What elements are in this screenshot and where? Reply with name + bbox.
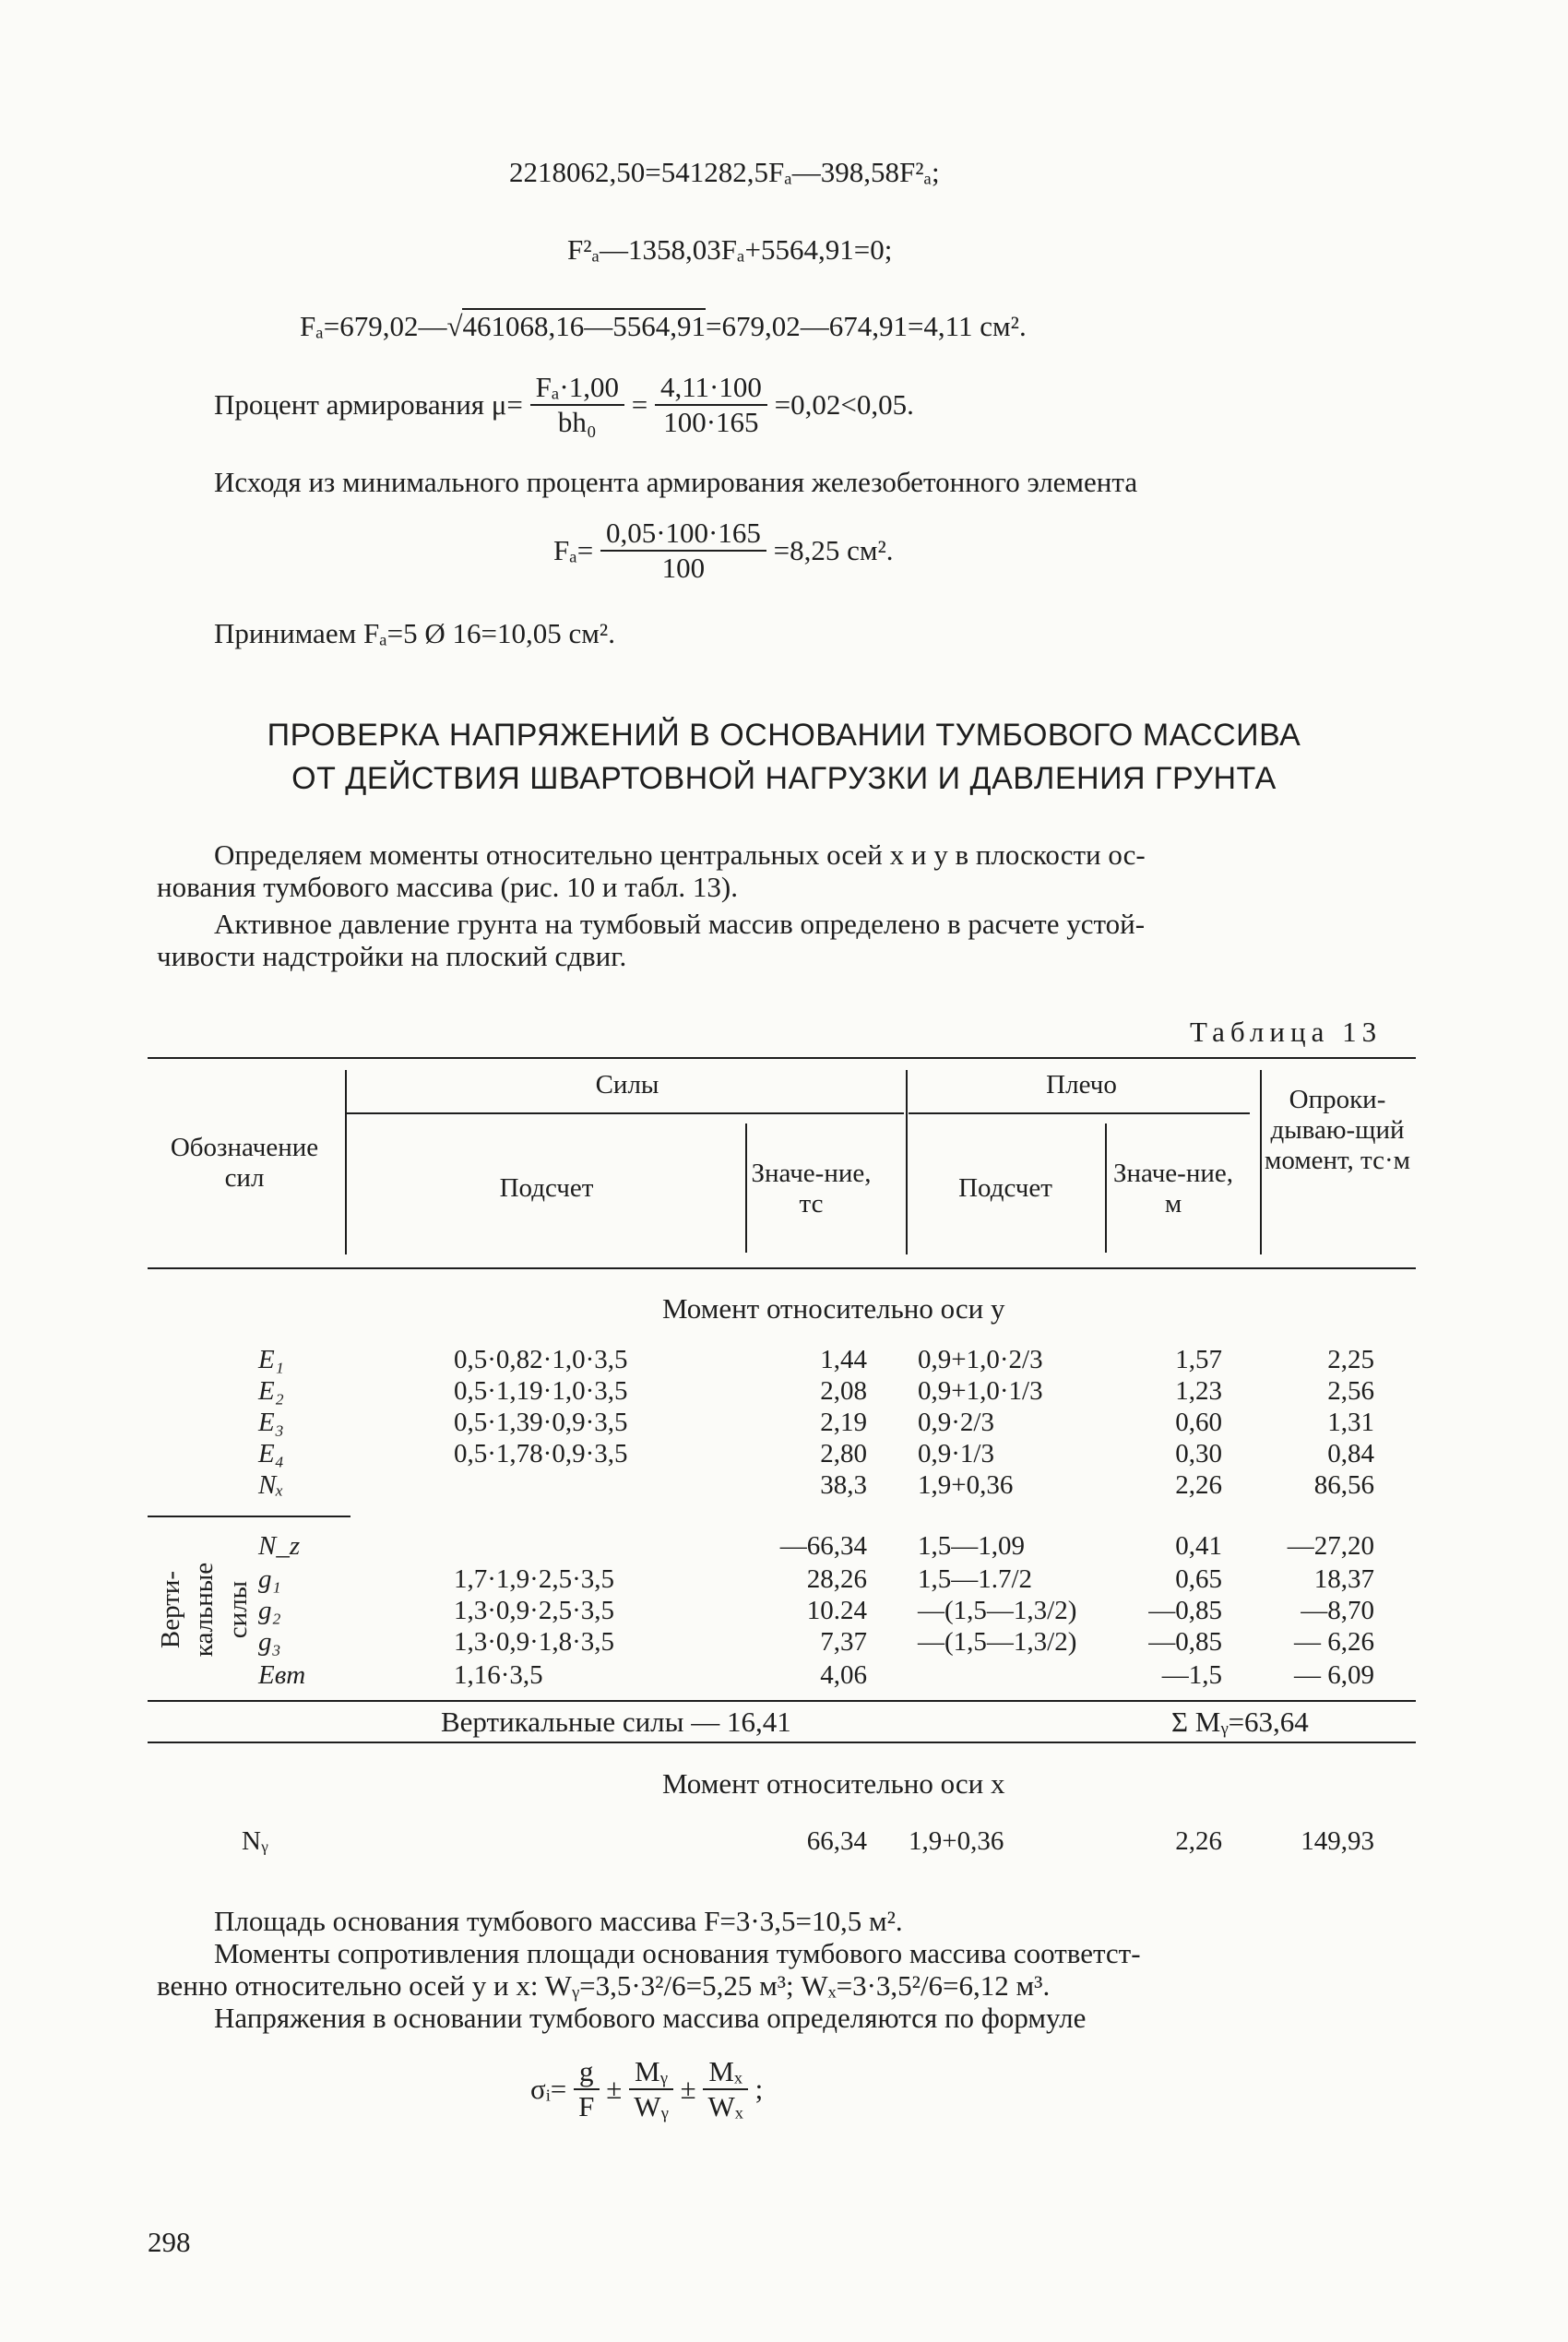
para1-line1: Определяем моменты относительно центральных осей x и y в плоскости ос- [214, 838, 1146, 871]
eq3-left: Fₐ=679,02— [300, 310, 447, 342]
totals-bottom-rule [148, 1742, 1416, 1743]
para1-line2: нования тумбового массива (рис. 10 и табл. 13). [157, 871, 739, 903]
sigma: σᵢ= [530, 2073, 567, 2105]
row-value: 4,06 [820, 1660, 867, 1690]
row-arm-calc: 1,9+0,36 [918, 1470, 1014, 1500]
section-moment-y: Момент относительно оси y [662, 1292, 1005, 1325]
col-divider-2 [745, 1123, 747, 1253]
equation-3 [300, 309, 1027, 344]
header-arm: Плечо [1046, 1070, 1117, 1100]
header-moment: Опроки-дываю-щий момент, тс·м [1265, 1085, 1410, 1175]
row-arm: 0,65 [1175, 1564, 1222, 1594]
reinforcement-percent [214, 371, 914, 439]
row-name: E₄ [258, 1439, 284, 1468]
row-name: E₃ [258, 1408, 284, 1437]
row-value: 1,44 [820, 1345, 867, 1374]
total-vertical: Вертикальные силы — 16,41 [441, 1706, 791, 1738]
min-percent-text: Исходя из минимального процента армирования железобетонного элемента [214, 466, 1138, 498]
g-over-f [574, 2055, 600, 2123]
eq3-root: 461068,16—5564,91 [462, 310, 706, 342]
side-label-1: Верти- [156, 1570, 185, 1649]
totals-top-rule [148, 1700, 1416, 1702]
row-arm-calc: 0,9·1/3 [918, 1439, 994, 1468]
wy: Wᵧ [634, 2090, 669, 2122]
fa-equation [553, 517, 894, 585]
equation-1: 2218062,50=541282,5Fₐ—398,58F²ₐ; [509, 156, 940, 188]
row-arm: 1,23 [1175, 1376, 1222, 1406]
row-moment: —27,20 [1287, 1531, 1374, 1561]
row-value: 10.24 [806, 1596, 867, 1625]
after-line2: Моменты сопротивления площади основания тумбового массива соответст- [214, 1937, 1141, 1969]
accept-text: Принимаем Fₐ=5 Ø 16=10,05 см². [214, 617, 615, 649]
row-arm: —1,5 [1161, 1660, 1222, 1690]
header-bottom-rule [148, 1267, 1416, 1269]
side-label-3: силы [223, 1580, 253, 1639]
fa-result: =8,25 см². [773, 534, 894, 566]
mu-num-2: 4,11·100 [655, 371, 767, 406]
mu-label: Процент армирования μ= [214, 388, 523, 421]
row-moment: 1,31 [1327, 1408, 1374, 1437]
row-arm: —0,85 [1148, 1627, 1222, 1657]
row-value: 28,26 [806, 1564, 867, 1594]
row-moment: 18,37 [1313, 1564, 1374, 1594]
my-over-wy [629, 2055, 673, 2123]
section-heading-line-1: ПРОВЕРКА НАПРЯЖЕНИЙ В ОСНОВАНИИ ТУМБОВОГО МАССИВА [267, 718, 1301, 753]
header-designation: Обозначение сил [170, 1133, 319, 1193]
row-moment: — 6,26 [1294, 1627, 1374, 1657]
row-calc: 1,3·0,9·1,8·3,5 [454, 1627, 614, 1657]
row-moment: 2,25 [1327, 1345, 1374, 1374]
row-arm-calc: —(1,5—1,3/2) [918, 1596, 1077, 1625]
row-name: N_z [258, 1531, 301, 1561]
header-value-forces: Значе-ние, тс [751, 1159, 872, 1219]
sqrt-sign: √ [446, 310, 463, 342]
after-line4: Напряжения в основании тумбового массива определяются по формуле [214, 2002, 1087, 2034]
row-arm-calc: 1,5—1.7/2 [918, 1564, 1033, 1594]
row-arm: 1,57 [1175, 1345, 1222, 1374]
para2-line1: Активное давление грунта на тумбовый массив определено в расчете устой- [214, 908, 1146, 940]
row-value: 2,80 [820, 1439, 867, 1468]
row-arm: 0,41 [1175, 1531, 1222, 1561]
after-line3: венно относительно осей y и x: Wᵧ=3,5·3²/6=5,25 м³; Wₓ=3·3,5²/6=6,12 м³. [157, 1969, 1051, 2002]
row-name: g₃ [258, 1627, 281, 1657]
fa-fraction [600, 517, 766, 585]
pm-2: ± [680, 2073, 696, 2105]
row-value: 2,08 [820, 1376, 867, 1406]
eq3-right: =679,02—674,91=4,11 см². [705, 310, 1027, 342]
fa-den: 100 [661, 552, 706, 584]
row-arm: 2,26 [1175, 1470, 1222, 1500]
row-name: g₁ [258, 1564, 281, 1594]
row-calc: 1,7·1,9·2,5·3,5 [454, 1564, 614, 1594]
row-x-arm: 2,26 [1175, 1826, 1222, 1856]
mx: Mₓ [703, 2055, 748, 2090]
para2-line2: чивости надстройки на плоский сдвиг. [157, 940, 627, 972]
page-number: 298 [148, 2226, 191, 2258]
row-calc: 0,5·1,19·1,0·3,5 [454, 1376, 628, 1406]
row-name: E₂ [258, 1376, 284, 1406]
row-x-name: Nᵧ [242, 1826, 268, 1856]
pm-1: ± [606, 2073, 623, 2105]
my: Mᵧ [629, 2055, 673, 2090]
row-arm: 0,30 [1175, 1439, 1222, 1468]
row-arm-calc: —(1,5—1,3/2) [918, 1627, 1077, 1657]
wx: Wₓ [707, 2090, 743, 2122]
row-calc: 1,16·3,5 [454, 1660, 543, 1690]
col-divider-1 [345, 1070, 347, 1254]
fa-num: 0,05·100·165 [600, 517, 766, 552]
after-line1: Площадь основания тумбового массива F=3·3,5=10,5 м². [214, 1905, 903, 1937]
fa-label: Fₐ= [553, 534, 594, 566]
row-moment: 86,56 [1313, 1470, 1374, 1500]
row-value: 38,3 [820, 1470, 867, 1500]
row-arm-calc: 0,9+1,0·2/3 [918, 1345, 1043, 1374]
row-arm-calc: 0,9·2/3 [918, 1408, 994, 1437]
row-x-value: 66,34 [806, 1826, 867, 1856]
row-arm: 0,60 [1175, 1408, 1222, 1437]
row-arm: —0,85 [1148, 1596, 1222, 1625]
row-value: 2,19 [820, 1408, 867, 1437]
header-forces: Силы [595, 1070, 659, 1100]
total-moment: Σ Mᵧ=63,64 [1171, 1706, 1309, 1738]
mu-num-1: Fₐ·1,00 [530, 371, 624, 406]
mu-den-2: 100·165 [663, 406, 759, 438]
row-moment: 2,56 [1327, 1376, 1374, 1406]
row-value: 7,37 [820, 1627, 867, 1657]
section-heading-line-2: ОТ ДЕЙСТВИЯ ШВАРТОВНОЙ НАГРУЗКИ И ДАВЛЕНИЯ ГРУНТА [291, 761, 1277, 796]
row-calc: 0,5·1,39·0,9·3,5 [454, 1408, 628, 1437]
vertical-group-rule [148, 1516, 350, 1517]
col-divider-3 [906, 1070, 908, 1254]
header-calc-forces: Подсчет [499, 1173, 594, 1203]
f: F [578, 2090, 595, 2122]
table-top-rule [148, 1057, 1416, 1059]
row-moment: — 6,09 [1294, 1660, 1374, 1690]
arm-underline [909, 1112, 1250, 1114]
header-calc-arm: Подсчет [958, 1173, 1052, 1203]
equation-2: F²ₐ—1358,03Fₐ+5564,91=0; [567, 233, 893, 266]
mu-fraction-1 [530, 371, 624, 439]
table-caption: Таблица 13 [1190, 1016, 1383, 1048]
col-divider-4 [1105, 1123, 1107, 1253]
g: g [574, 2055, 600, 2090]
row-x-moment: 149,93 [1301, 1826, 1374, 1856]
end: ; [754, 2073, 764, 2105]
header-value-arm: Значе-ние, м [1112, 1159, 1234, 1219]
row-moment: 0,84 [1327, 1439, 1374, 1468]
row-moment: —8,70 [1301, 1596, 1374, 1625]
row-arm-calc: 1,5—1,09 [918, 1531, 1025, 1561]
side-label-2: кальные [189, 1562, 219, 1658]
forces-underline [346, 1112, 904, 1114]
row-name: g₂ [258, 1596, 281, 1625]
row-name: Nₓ [258, 1470, 284, 1500]
row-calc: 0,5·1,78·0,9·3,5 [454, 1439, 628, 1468]
row-x-arm-calc: 1,9+0,36 [909, 1826, 1004, 1856]
row-value: —66,34 [779, 1531, 867, 1561]
row-calc: 1,3·0,9·2,5·3,5 [454, 1596, 614, 1625]
mu-eq: = [631, 388, 648, 421]
mu-fraction-2 [655, 371, 767, 439]
section-moment-x: Момент относительно оси x [662, 1767, 1005, 1800]
row-name: Eвт [258, 1660, 306, 1690]
row-arm-calc: 0,9+1,0·1/3 [918, 1376, 1043, 1406]
stress-formula [530, 2055, 763, 2123]
mu-den-1: bh₀ [557, 406, 597, 438]
mx-over-wx [703, 2055, 748, 2123]
row-name: E₁ [258, 1345, 284, 1374]
col-divider-5 [1260, 1070, 1262, 1254]
mu-result: =0,02<0,05. [774, 388, 914, 421]
row-calc: 0,5·0,82·1,0·3,5 [454, 1345, 628, 1374]
